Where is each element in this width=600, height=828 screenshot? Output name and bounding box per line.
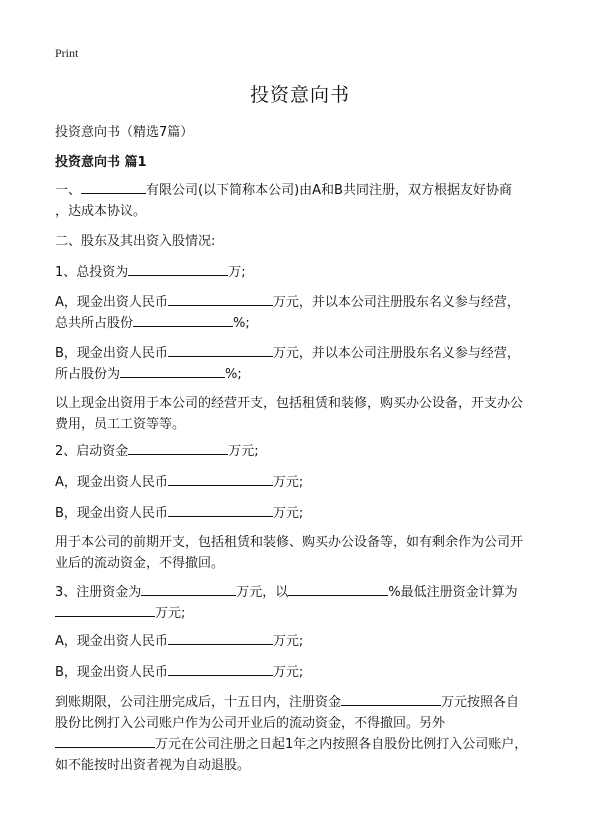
- blank-line: [168, 472, 273, 486]
- paragraph-4: A，现金出资人民币 万元，并以本公司注册股东名义参与经营， 总共所占股份 %;: [55, 292, 555, 334]
- paragraph-2: 二、股东及其出资入股情况:: [55, 234, 216, 249]
- page-title: 投资意向书: [249, 84, 350, 106]
- section-heading: 投资意向书 篇1: [55, 155, 147, 170]
- blank-line: [288, 582, 388, 596]
- paragraph-8: A，现金出资人民币 万元;: [55, 472, 555, 493]
- blank-line: [133, 313, 233, 327]
- blank-line: [168, 503, 273, 517]
- blank-line: [168, 343, 273, 357]
- blank-line: [168, 631, 273, 645]
- paragraph-7: 2、启动资金 万元;: [55, 441, 555, 462]
- blank-line: [128, 262, 228, 276]
- blank-line: [120, 364, 225, 378]
- paragraph-11: 3、注册资金为 万元，以 %最低注册资金计算为 万元;: [55, 582, 555, 624]
- blank-line: [141, 582, 236, 596]
- blank-line: [168, 292, 273, 306]
- blank-line: [128, 441, 228, 455]
- paragraph-5: B，现金出资人民币 万元，并以本公司注册股东名义参与经营， 所占股份为 %;: [55, 343, 555, 385]
- print-link[interactable]: Print: [55, 46, 79, 60]
- paragraph-6: 以上现金出资用于本公司的经营开支，包括租赁和装修，购买办公设备，开支办公 费用，员工工资等等。: [55, 396, 524, 432]
- blank-line: [55, 734, 155, 748]
- doc-subtitle: 投资意向书（精选7篇）: [55, 125, 194, 140]
- paragraph-1: 一、 有限公司(以下简称本公司)由A和B共同注册，双方根据友好协商 ，达成本协议。: [55, 180, 555, 222]
- paragraph-9: B，现金出资人民币 万元;: [55, 503, 555, 524]
- paragraph-12: A，现金出资人民币 万元;: [55, 631, 555, 652]
- paragraph-14: 到账期限，公司注册完成后，十五日内，注册资金 万元按照各自 股份比例打入公司账户作为公司开业后的流动资金，不得撤回。另外 万元在公司注册之日起1年之内按照各自股份比例打入公司账户， 如不能按时出资者视为自动退股。: [55, 692, 555, 776]
- paragraph-3: 1、总投资为 万;: [55, 262, 555, 283]
- blank-line: [81, 180, 146, 194]
- blank-line: [168, 662, 273, 676]
- blank-line: [55, 603, 155, 617]
- blank-line: [341, 692, 441, 706]
- paragraph-10: 用于本公司的前期开支，包括租赁和装修、购买办公设备等，如有剩余作为公司开 业后的流动资金，不得撤回。: [55, 535, 524, 571]
- paragraph-13: B，现金出资人民币 万元;: [55, 662, 555, 683]
